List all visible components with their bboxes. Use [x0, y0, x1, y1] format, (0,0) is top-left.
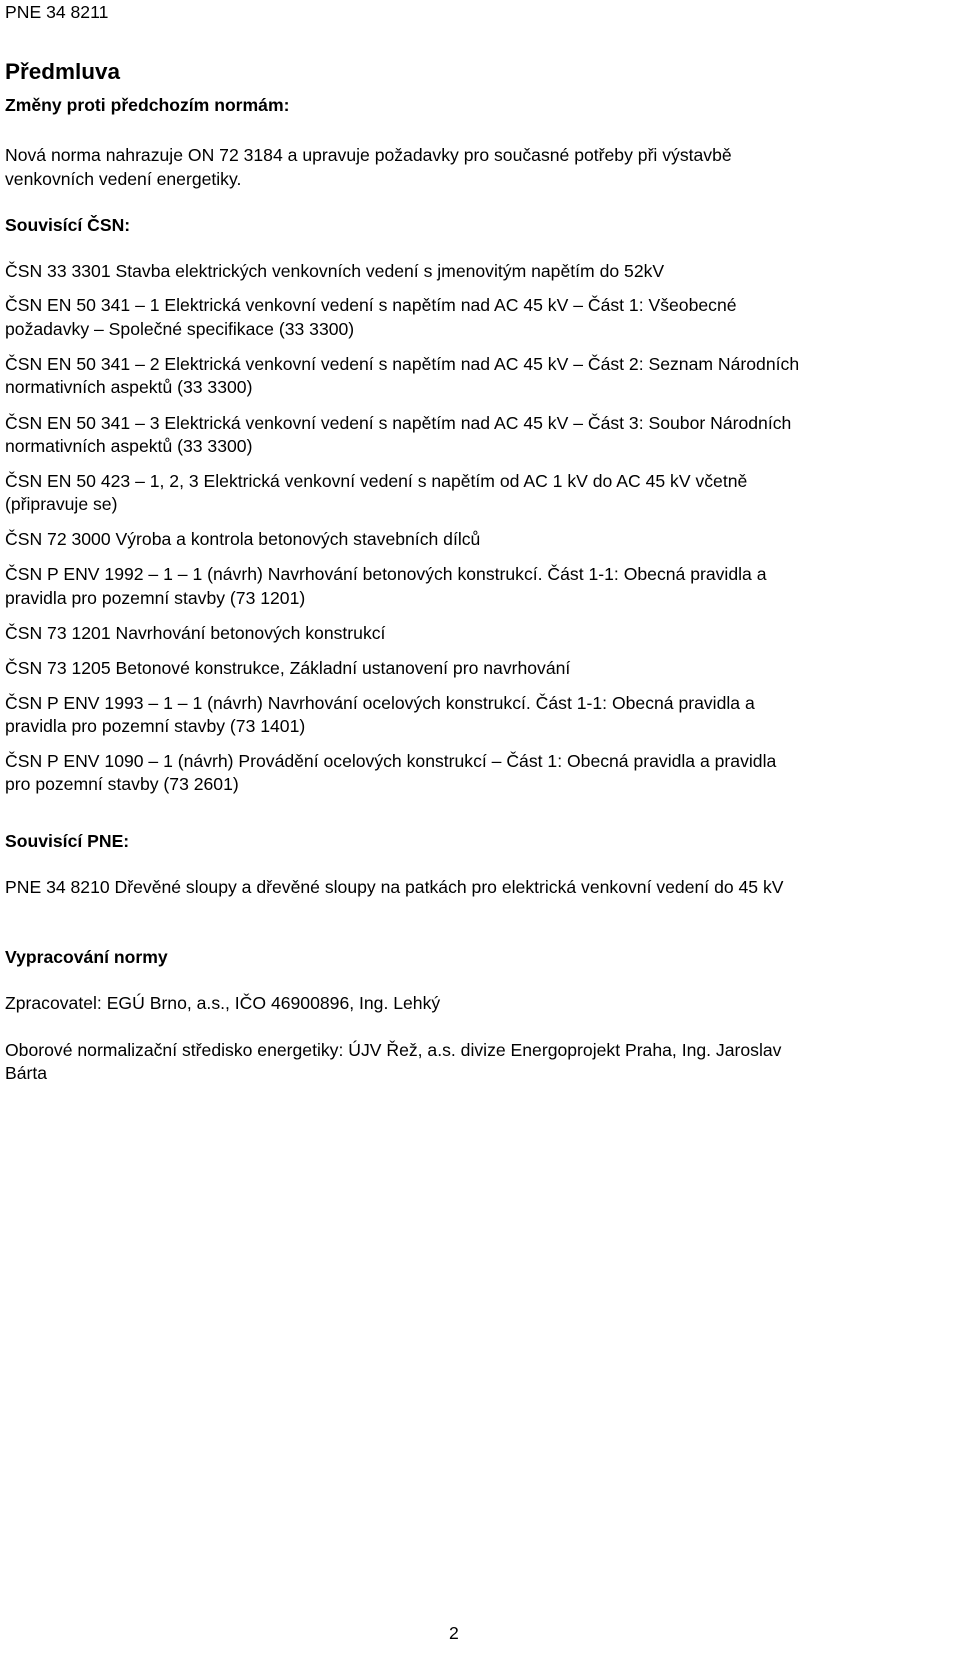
csn-item-3-line-1: ČSN EN 50 341 – 2 Elektrická venkovní vedení s napětím nad AC 45 kV – Část 2: Seznam Národních [5, 354, 800, 374]
csn-item-1-line-1: ČSN 33 3301 Stavba elektrických venkovních vedení s jmenovitým napětím do 52kV [5, 261, 665, 281]
csn-item-4-line-2: normativních aspektů (33 3300) [5, 436, 253, 456]
csn-item-3-line-2: normativních aspektů (33 3300) [5, 377, 253, 397]
document-code: PNE 34 8211 [5, 2, 109, 22]
csn-item-7-line-2: pravidla pro pozemní stavby (73 1201) [5, 588, 306, 608]
page-number: 2 [449, 1623, 459, 1643]
related-pne-heading: Souvisící PNE: [5, 831, 130, 851]
csn-item-4-line-1: ČSN EN 50 341 – 3 Elektrická venkovní vedení s napětím nad AC 45 kV – Část 3: Soubor Národních [5, 413, 792, 433]
document-page [5, 0, 955, 1653]
csn-item-5-line-1: ČSN EN 50 423 – 1, 2, 3 Elektrická venkovní vedení s napětím od AC 1 kV do AC 45 kV včetně [5, 471, 748, 491]
csn-item-11-line-2: pro pozemní stavby (73 2601) [5, 774, 239, 794]
csn-item-5-line-2: (připravuje se) [5, 494, 118, 514]
csn-item-2-line-2: požadavky – Společné specifikace (33 3300) [5, 319, 355, 339]
changes-text-line-1: Nová norma nahrazuje ON 72 3184 a upravuje požadavky pro současné potřeby při výstavbě [5, 145, 732, 165]
standards-center-line-2: Bárta [5, 1063, 48, 1083]
related-csn-heading: Souvisící ČSN: [5, 215, 131, 235]
page-title: Předmluva [5, 59, 121, 84]
pne-item: PNE 34 8210 Dřevěné sloupy a dřevěné sloupy na patkách pro elektrická venkovní vedení do 45 kV [5, 877, 784, 897]
author-line: Zpracovatel: EGÚ Brno, a.s., IČO 46900896, Ing. Lehký [5, 993, 441, 1013]
standards-center-line-1: Oborové normalizační středisko energetiky: ÚJV Řež, a.s. divize Energoprojekt Praha, Ing. Jaroslav [5, 1040, 782, 1060]
changes-text-line-2: venkovních vedení energetiky. [5, 169, 242, 189]
csn-item-10-line-1: ČSN P ENV 1993 – 1 – 1 (návrh) Navrhování ocelových konstrukcí. Část 1-1: Obecná pravidla a [5, 693, 755, 713]
authoring-heading: Vypracování normy [5, 947, 168, 967]
csn-item-10-line-2: pravidla pro pozemní stavby (73 1401) [5, 716, 306, 736]
csn-item-11-line-1: ČSN P ENV 1090 – 1 (návrh) Provádění ocelových konstrukcí – Část 1: Obecná pravidla a pravidla [5, 751, 777, 771]
csn-item-6-line-1: ČSN 72 3000 Výroba a kontrola betonových stavebních dílců [5, 529, 481, 549]
changes-heading: Změny proti předchozím normám: [5, 95, 290, 115]
csn-item-2-line-1: ČSN EN 50 341 – 1 Elektrická venkovní vedení s napětím nad AC 45 kV – Část 1: Všeobecné [5, 295, 737, 315]
csn-item-9-line-1: ČSN 73 1205 Betonové konstrukce, Základní ustanovení pro navrhování [5, 658, 571, 678]
csn-item-8-line-1: ČSN 73 1201 Navrhování betonových konstrukcí [5, 623, 386, 643]
csn-item-7-line-1: ČSN P ENV 1992 – 1 – 1 (návrh) Navrhování betonových konstrukcí. Část 1-1: Obecná pravidla a [5, 564, 767, 584]
